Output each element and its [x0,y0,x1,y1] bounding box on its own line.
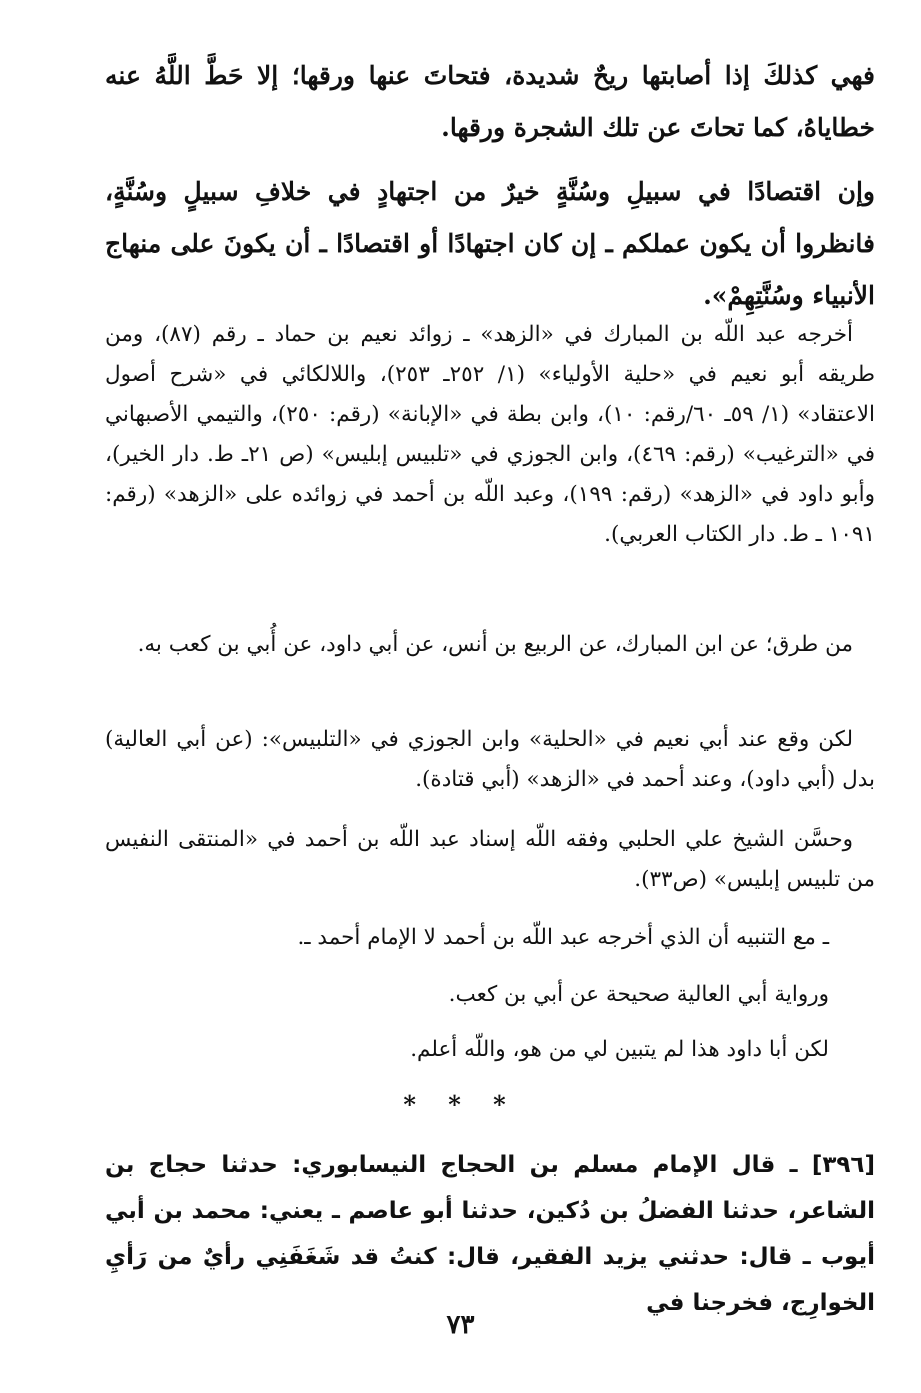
grading-paragraph: وحسَّن الشيخ علي الحلبي وفقه اللّه إسناد عبد اللّه بن أحمد في «المنتقى النفيس من تلبيس إبليس» (ص٣٣). [105,827,875,892]
chain-paragraph: من طرق؛ عن ابن المبارك، عن الربيع بن أنس، عن أبي داود، عن أُبي بن كعب به. [137,632,853,657]
hadith-396-text: [٣٩٦] ـ قال الإمام مسلم بن الحجاج النيسابوري: حدثنا حجاج بن الشاعر، حدثنا الفضلُ بن دُكين، حدثنا أبو عاصم ـ يعني: محمد بن أبي أيوب ـ قال: حدثني يزيد الفقير، قال: كنتُ قد شَغَفَنِي رأيٌ من رَأيِ الخوارِج، فخرجنا في [105,1152,875,1316]
conclusion-note: لكن أبا داود هذا لم يتبين لي من هو، واللّه أعلم. [410,1037,829,1062]
main-text-paragraph-2: وإن اقتصادًا في سبيلِ وسُنَّةٍ خيرٌ من اجتهادٍ في خلافِ سبيلٍ وسُنَّةٍ، فانظروا أن يكون عملكم ـ إن كان اجتهادًا أو اقتصادًا ـ أن يكونَ على منهاج الأنبياء وسُنَّتِهِمْ». [105,177,875,310]
main-text-paragraph-1: فهي كذلكَ إذا أصابتها ريحٌ شديدة، فتحاتَ عنها ورقها؛ إلا حَطَّ اللَّهُ عنه خطاياهُ، كما تحاتَ عن تلك الشجرة ورقها. [105,61,875,142]
page-number: ٧٣ [446,1310,475,1340]
caution-note: ـ مع التنبيه أن الذي أخرجه عبد اللّه بن أحمد لا الإمام أحمد ـ. [297,925,829,950]
variant-paragraph: لكن وقع عند أبي نعيم في «الحلية» وابن الجوزي في «التلبيس»: (عن أبي العالية) بدل (أبي داود)، وعند أحمد في «الزهد» (أبي قتادة). [105,727,875,792]
takhrij-paragraph: أخرجه عبد اللّه بن المبارك في «الزهد» ـ زوائد نعيم بن حماد ـ رقم (٨٧)، ومن طريقه أبو نعيم في «حلية الأولياء» (١/ ٢٥٢ـ ٢٥٣)، واللالكائي في «شرح أصول الاعتقاد» (١/ ٥٩ـ ٦٠/رقم: ١٠)، وابن بطة في «الإبانة» (رقم: ٢٥٠)، والتيمي الأصبهاني في «الترغيب» (رقم: ٤٦٩)، وابن الجوزي في «تلبيس إبليس» (ص ٢١ـ ط. دار الخير)، وأبو داود في «الزهد» (رقم: ١٩٩)، وعبد اللّه بن أحمد في زوائده على «الزهد» (رقم: ١٠٩١ ـ ط. دار الكتاب العربي). [105,322,876,547]
narration-note: ورواية أبي العالية صحيحة عن أبي بن كعب. [448,982,829,1007]
section-separator: * * * [403,1090,518,1119]
